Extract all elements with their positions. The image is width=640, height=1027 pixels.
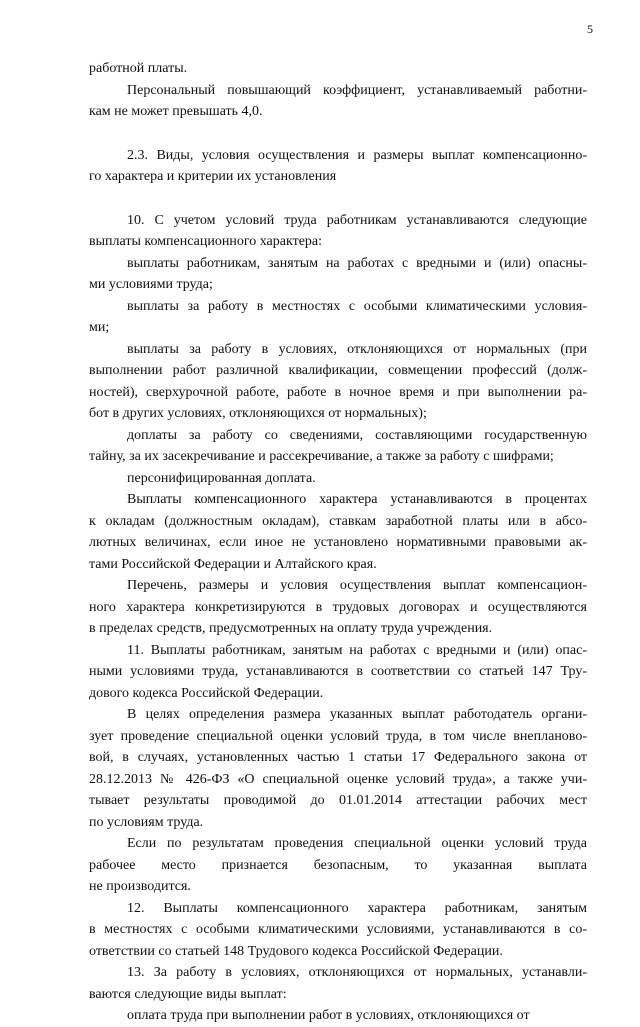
text-line: лютных величинах, если иное не установлено нормативными правовыми ак- [89, 535, 587, 550]
text-line: не производится. [89, 879, 191, 894]
text-line: Выплаты компенсационного характера устанавливаются в процентах [127, 492, 587, 507]
text-line: 12. Выплаты компенсационного характера работникам, занятым [127, 900, 587, 916]
text-line: зует проведение специальной оценки условий труда, в том числе внепланово- [89, 728, 587, 744]
text-line: 2.3. Виды, условия осуществления и размеры выплат компенсационно- [127, 147, 587, 163]
text-line: 10. С учетом условий труда работникам устанавливаются следующие [127, 212, 587, 228]
text-line: в местностях с особыми климатическими условиями, устанавливаются в со- [89, 922, 587, 937]
text-line: Перечень, размеры и условия осуществления выплат компенсацион- [127, 578, 587, 593]
text-line: го характера и критерии их установления [89, 169, 337, 184]
text-line: персонифицированная доплата. [127, 470, 316, 486]
text-line: Персональный повышающий коэффициент, устанавливаемый работни- [127, 82, 587, 98]
text-line: по условиям труда. [89, 814, 204, 830]
text-line: выполнении работ различной квалификации, совмещении профессий (долж- [89, 363, 587, 378]
text-line: выплаты за работу в местностях с особыми климатическими условия- [127, 298, 587, 314]
text-line: бот в других условиях, отклоняющихся от нормальных); [89, 406, 427, 421]
text-line: ностей), сверхурочной работе, работе в ночное время и при выполнении ра- [89, 384, 587, 400]
text-line: выплаты компенсационного характера: [89, 234, 323, 249]
text-line: ваются следующие виды выплат: [89, 986, 287, 1002]
text-line: доплаты за работу со сведениями, составляющими государственную [127, 427, 587, 443]
text-line: вой, в случаях, установленных частью 1 статьи 17 Федерального закона от [89, 750, 587, 765]
document-body [89, 58, 587, 1027]
text-line: Если по результатам проведения специальной оценки условий труда [127, 836, 587, 851]
text-line: к окладам (должностным окладам), ставкам заработной платы или в абсо- [89, 513, 587, 529]
text-line: дового кодекса Российской Федерации. [89, 685, 324, 701]
text-line: ными условиями труда, устанавливаются в соответствии со статьей 147 Тру- [89, 664, 587, 679]
text-line: тайну, за их засекречивание и рассекречивание, а также за работу с шифрами; [89, 449, 554, 464]
text-line: в пределах средств, предусмотренных на оплату труда учреждения. [89, 621, 493, 636]
text-line: тами Российской Федерации и Алтайского края. [89, 556, 377, 572]
text-line: ми условиями труда; [89, 277, 213, 292]
text-line: 11. Выплаты работникам, занятым на работах с вредными и (или) опас- [127, 642, 587, 658]
text-line: 13. За работу в условиях, отклоняющихся от нормальных, устанавли- [127, 965, 587, 980]
text-line: выплаты за работу в условиях, отклоняющихся от нормальных (при [127, 341, 587, 357]
text-line: 28.12.2013 № 426-ФЗ «О специальной оценке условий труда», а также учи- [89, 771, 587, 787]
text-line: работной платы. [89, 61, 188, 76]
text-line: ответствии со статьей 148 Трудового кодекса Российской Федерации. [89, 943, 503, 959]
text-line: выплаты работникам, занятым на работах с вредными и (или) опасны- [127, 255, 587, 271]
text-line: рабочее место признается безопасным, то указанная выплата [89, 857, 587, 873]
text-line: ми; [89, 320, 110, 335]
text-line: ного характера конкретизируются в трудовых договорах и осуществляются [89, 599, 587, 615]
text-line: оплата труда при выполнении работ в условиях, отклоняющихся от [127, 1008, 530, 1023]
text-line: кам не может превышать 4,0. [89, 104, 263, 119]
paragraph-gap [89, 123, 587, 145]
paragraph-gap [89, 188, 587, 210]
text-line: тывает результаты проводимой до 01.01.2014 аттестации рабочих мест [89, 793, 587, 808]
text-line: В целях определения размера указанных выплат работодатель органи- [127, 707, 587, 722]
page-number: 5 [587, 22, 593, 36]
